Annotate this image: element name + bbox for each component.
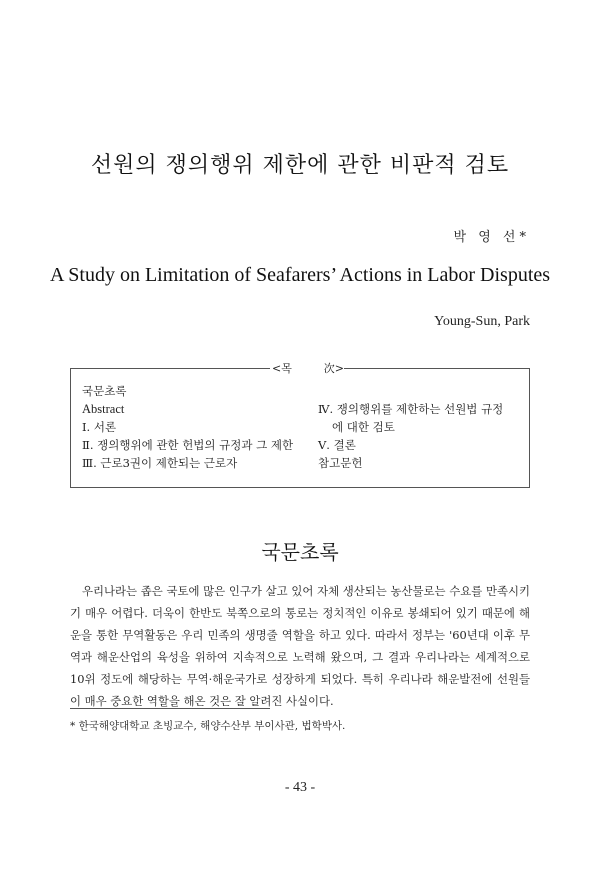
toc-item-introduction: Ⅰ. 서론 bbox=[82, 420, 117, 434]
author-name-english: Young-Sun, Park bbox=[434, 314, 530, 329]
toc-item-seafarers-act-review: Ⅳ. 쟁의행위를 제한하는 선원법 규정 bbox=[318, 402, 504, 416]
author-name-korean: 박 영 선* bbox=[453, 230, 530, 245]
toc-left-column bbox=[82, 382, 293, 472]
toc-heading-right: 次> bbox=[323, 362, 344, 375]
abstract-paragraph: 우리나라는 좁은 국토에 많은 인구가 살고 있어 자체 생산되는 농산물로는 수요를 만족시키기 매우 어렵다. 더욱이 한반도 북쪽으로의 통로는 정치적인 이유로 봉쇄되어 있기 때문에 해운을 통한 무역활동은 우리 민족의 생명줄 역할을 하고 있다. 따라서 정부는 '60년대 이후 무역과 해운산업의 육성을 위하여 지속적으로 노력해 왔으며, 그 결과 우리나라는 세계적으로 10위 정도에 해당하는 무역·해운국가로 성장하게 되었다. 특히 우리나라 해운발전에 선원들이 매우 중요한 역할을 해온 것은 잘 알려진 사실이다. bbox=[70, 584, 530, 708]
toc-heading bbox=[272, 360, 344, 376]
footnote: * 한국해양대학교 초빙교수, 해양수산부 부이사관, 법학박사. bbox=[70, 720, 346, 732]
toc-item-references: 참고문헌 bbox=[318, 456, 363, 470]
toc-top-border-left bbox=[70, 368, 270, 369]
toc-item-restricted-workers: Ⅲ. 근로3권이 제한되는 근로자 bbox=[82, 456, 238, 470]
toc-item-abstract: Abstract bbox=[82, 402, 125, 416]
toc-right-column bbox=[318, 400, 503, 472]
toc-item-conclusion: Ⅴ. 결론 bbox=[318, 438, 356, 452]
paper-title-korean: 선원의 쟁의행위 제한에 관한 비판적 검토 bbox=[90, 153, 510, 178]
toc-top-border-right bbox=[344, 368, 530, 369]
page-number: - 43 - bbox=[284, 780, 316, 795]
toc-heading-left: <목 bbox=[272, 362, 292, 375]
toc-item-korean-abstract: 국문초록 bbox=[82, 384, 127, 398]
toc-item-constitution: Ⅱ. 쟁의행위에 관한 헌법의 규정과 그 제한 bbox=[82, 438, 294, 452]
section-title: 국문초록 bbox=[261, 540, 339, 564]
footnote-divider bbox=[70, 708, 270, 709]
paper-title-english: A Study on Limitation of Seafarers’ Actions in Labor Disputes bbox=[49, 264, 551, 286]
toc-item-seafarers-act-review-cont: 에 대한 검토 bbox=[332, 420, 395, 434]
